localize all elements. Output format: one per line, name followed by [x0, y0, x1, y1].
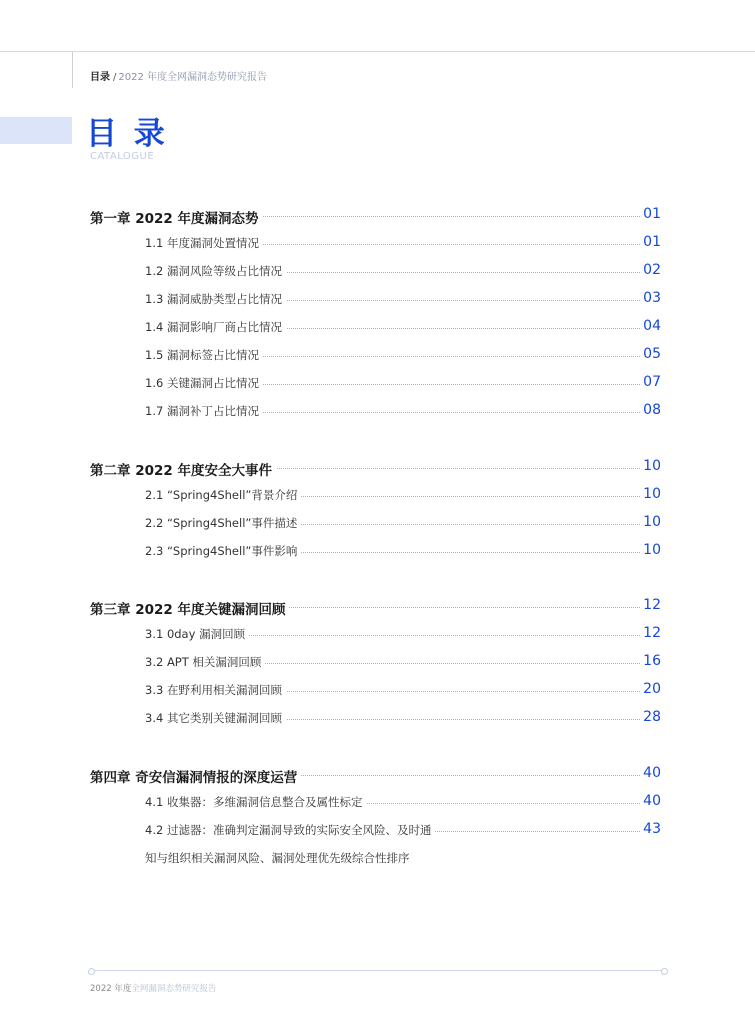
toc-page-number: 10	[640, 542, 661, 558]
toc-section-entry[interactable]	[0, 318, 755, 338]
toc-entry-label: 2.3 “Spring4Shell”事件影响	[145, 543, 301, 559]
toc-entry-label: 第四章 奇安信漏洞情报的深度运营	[90, 766, 301, 786]
toc-section-entry[interactable]	[0, 290, 755, 310]
toc-entry-label: 4.2 过滤器：准确判定漏洞导致的实际安全风险、及时通	[145, 822, 435, 838]
toc-section-entry[interactable]	[0, 625, 755, 645]
toc-entry-label: 3.3 在野利用相关漏洞回顾	[145, 682, 286, 698]
toc-section-entry[interactable]	[0, 709, 755, 729]
toc-page-number: 10	[640, 458, 661, 474]
toc-section-entry[interactable]	[0, 402, 755, 422]
toc-page-number: 01	[640, 206, 661, 222]
toc-entry-continuation: 知与组织相关漏洞风险、漏洞处理优先级综合性排序	[145, 851, 410, 865]
toc-section-entry[interactable]	[0, 262, 755, 282]
breadcrumb-separator: /	[113, 72, 117, 83]
header-rule	[0, 51, 755, 52]
toc-chapter-entry[interactable]	[0, 206, 755, 226]
toc-entry-label: 3.1 0day 漏洞回顾	[145, 626, 249, 642]
toc-page-number: 28	[640, 709, 661, 725]
footer-title	[90, 982, 216, 994]
toc-entry-label: 2.1 “Spring4Shell”背景介绍	[145, 487, 301, 503]
title-accent-band	[0, 117, 72, 144]
toc-page-number: 05	[640, 346, 661, 362]
toc-page-number: 20	[640, 681, 661, 697]
toc-chapter-entry[interactable]	[0, 458, 755, 478]
header-divider	[72, 52, 73, 88]
footer-year: 2022 年度	[90, 984, 132, 994]
breadcrumb-doc-title: 2022 年度全网漏洞态势研究报告	[118, 72, 268, 83]
page-subtitle: CATALOGUE	[90, 151, 155, 162]
toc-page-number: 02	[640, 262, 661, 278]
footer-rule	[90, 970, 665, 971]
toc-page-number: 40	[640, 793, 661, 809]
toc-entry-label: 1.6 关键漏洞占比情况	[145, 375, 263, 391]
toc-section-entry[interactable]	[0, 793, 755, 813]
toc-section-entry[interactable]	[0, 514, 755, 534]
toc-entry-label: 第三章 2022 年度关键漏洞回顾	[90, 598, 289, 618]
toc-entry-label: 第二章 2022 年度安全大事件	[90, 459, 276, 479]
toc-entry-label: 3.4 其它类别关键漏洞回顾	[145, 710, 286, 726]
toc-page-number: 12	[640, 625, 661, 641]
toc-page-number: 04	[640, 318, 661, 334]
toc-entry-label: 1.7 漏洞补丁占比情况	[145, 403, 263, 419]
breadcrumb	[90, 68, 267, 83]
footer-rule-left-dot	[88, 968, 95, 975]
toc-page-number: 01	[640, 234, 661, 250]
toc-page-number: 07	[640, 374, 661, 390]
footer-report-name: 全网漏洞态势研究报告	[131, 984, 217, 994]
toc-entry-label: 4.1 收集器：多维漏洞信息整合及属性标定	[145, 794, 366, 810]
toc-section-entry[interactable]	[0, 821, 755, 841]
toc-page-number: 10	[640, 486, 661, 502]
page-title: 目 录	[86, 116, 168, 152]
toc-page-number: 08	[640, 402, 661, 418]
toc-page-number: 03	[640, 290, 661, 306]
toc-section-entry[interactable]	[0, 234, 755, 254]
toc-chapter-entry[interactable]	[0, 765, 755, 785]
toc-entry-label: 2.2 “Spring4Shell”事件描述	[145, 515, 301, 531]
toc-entry-label: 1.3 漏洞威胁类型占比情况	[145, 291, 286, 307]
toc-page-number: 40	[640, 765, 661, 781]
toc-section-entry[interactable]	[0, 486, 755, 506]
breadcrumb-current: 目录	[90, 72, 110, 83]
toc-entry-label: 3.2 APT 相关漏洞回顾	[145, 654, 265, 670]
toc-section-entry[interactable]	[0, 681, 755, 701]
toc-page-number: 43	[640, 821, 661, 837]
toc-entry-label: 1.2 漏洞风险等级占比情况	[145, 263, 286, 279]
toc-section-entry[interactable]	[0, 346, 755, 366]
toc-page-number: 16	[640, 653, 661, 669]
toc-section-entry[interactable]	[0, 542, 755, 562]
toc-entry-label: 1.4 漏洞影响厂商占比情况	[145, 319, 286, 335]
toc-entry-label: 第一章 2022 年度漏洞态势	[90, 207, 262, 227]
toc-chapter-entry[interactable]	[0, 597, 755, 617]
toc-entry-label: 1.1 年度漏洞处置情况	[145, 235, 263, 251]
toc-section-entry[interactable]	[0, 374, 755, 394]
footer-rule-right-dot	[661, 968, 668, 975]
toc-entry-label: 1.5 漏洞标签占比情况	[145, 347, 263, 363]
toc-section-entry[interactable]	[0, 653, 755, 673]
toc-page-number: 12	[640, 597, 661, 613]
toc-page-number: 10	[640, 514, 661, 530]
